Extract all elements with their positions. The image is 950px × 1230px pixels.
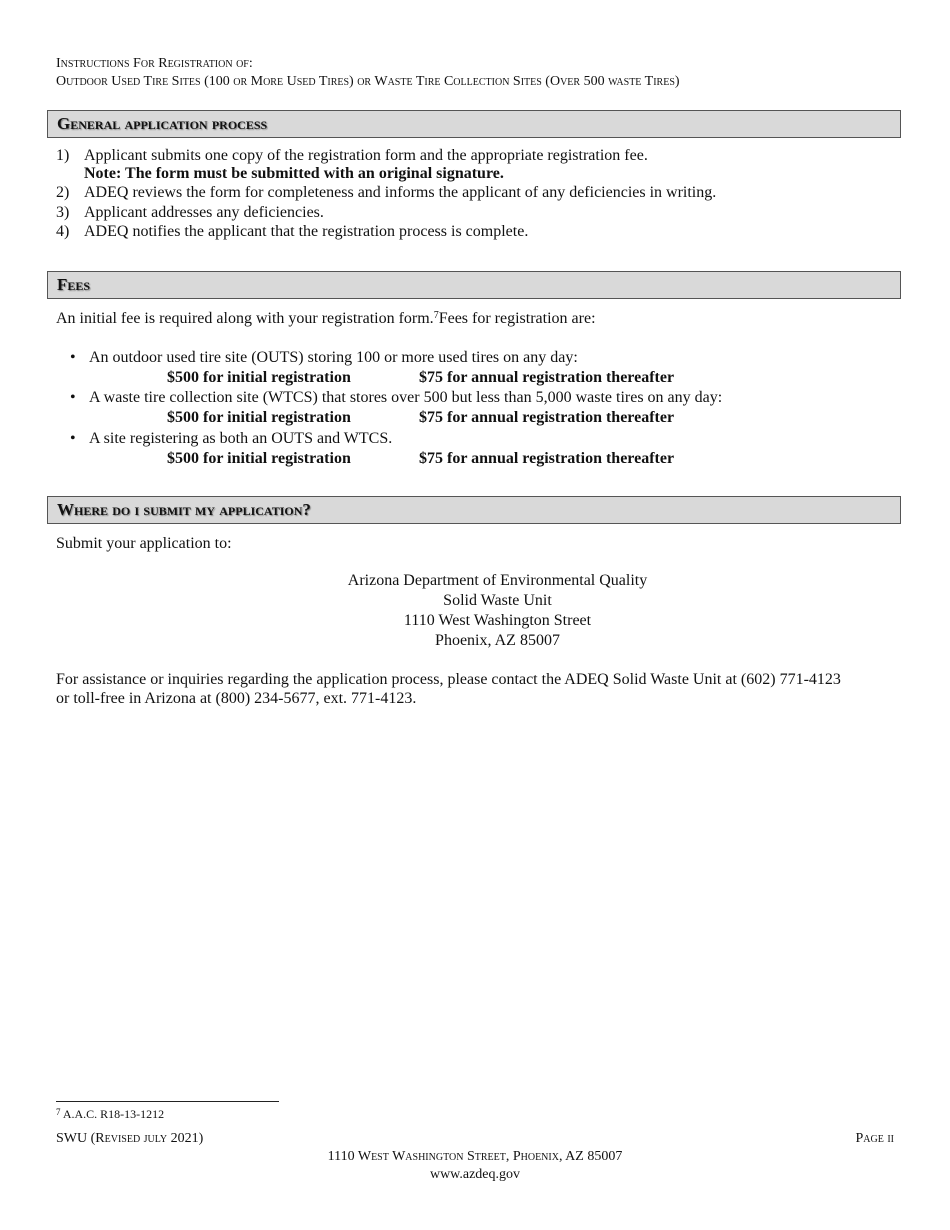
footer-page-number: Page ii bbox=[855, 1131, 894, 1146]
list-number: 2) bbox=[56, 184, 70, 201]
list-item: Applicant addresses any deficiencies. bbox=[84, 204, 324, 221]
bullet-icon: • bbox=[70, 349, 76, 366]
list-number: 4) bbox=[56, 223, 70, 240]
initial-fee: $500 for initial registration bbox=[167, 409, 351, 426]
footer-address: 1110 West Washington Street, Phoenix, AZ 85007 bbox=[327, 1149, 623, 1164]
list-number: 1) bbox=[56, 147, 70, 164]
section-title-submit: Where do i submit my application? bbox=[57, 500, 311, 519]
footnote-divider bbox=[56, 1101, 279, 1102]
list-item: ADEQ notifies the applicant that the registration process is complete. bbox=[84, 223, 529, 240]
assistance-text-cont: or toll-free in Arizona at (800) 234-5677, ext. 771-4123. bbox=[56, 690, 417, 707]
doc-instructions-title: Instructions For Registration of: bbox=[56, 56, 253, 71]
initial-fee: $500 for initial registration bbox=[167, 369, 351, 386]
bullet-icon: • bbox=[70, 430, 76, 447]
section-header-general bbox=[47, 110, 901, 138]
address-line: 1110 West Washington Street bbox=[403, 612, 592, 629]
doc-subtitle: Outdoor Used Tire Sites (100 or More Used Tires) or Waste Tire Collection Sites (Over 500 waste Tires) bbox=[56, 74, 680, 89]
footnote-ref[interactable]: 7 bbox=[433, 310, 439, 321]
fee-item: A waste tire collection site (WTCS) that stores over 500 but less than 5,000 waste tires on any day: bbox=[89, 389, 723, 406]
fees-intro-text: An initial fee is required along with your registration form. bbox=[56, 310, 434, 327]
footer-website-link[interactable]: www.azdeq.gov bbox=[429, 1167, 521, 1182]
annual-fee: $75 for annual registration thereafter bbox=[419, 369, 675, 386]
annual-fee: $75 for annual registration thereafter bbox=[419, 409, 675, 426]
section-header-fees bbox=[47, 271, 901, 299]
address-line: Arizona Department of Environmental Quality bbox=[347, 572, 648, 589]
fee-item: An outdoor used tire site (OUTS) storing 100 or more used tires on any day: bbox=[89, 349, 578, 366]
section-header-submit bbox=[47, 496, 901, 524]
list-item: ADEQ reviews the form for completeness and informs the applicant of any deficiencies in writing. bbox=[84, 184, 717, 201]
address-line: Phoenix, AZ 85007 bbox=[435, 632, 560, 649]
bullet-icon: • bbox=[70, 389, 76, 406]
signature-note: Note: The form must be submitted with an original signature. bbox=[84, 165, 504, 182]
address-line: Solid Waste Unit bbox=[443, 592, 552, 609]
footnote-number: 7 bbox=[56, 1107, 61, 1117]
fee-item: A site registering as both an OUTS and WTCS. bbox=[89, 430, 393, 447]
section-title-general: General application process bbox=[57, 114, 268, 133]
list-item: Applicant submits one copy of the registration form and the appropriate registration fee. bbox=[84, 147, 648, 164]
assistance-text: For assistance or inquiries regarding the application process, please contact the ADEQ Solid Waste Unit at (602) 771-4123 bbox=[56, 671, 841, 688]
footnote bbox=[56, 1107, 164, 1121]
footnote-text: A.A.C. R18-13-1212 bbox=[62, 1107, 165, 1121]
initial-fee: $500 for initial registration bbox=[167, 450, 351, 467]
fees-intro-after: Fees for registration are: bbox=[438, 310, 596, 327]
section-title-fees: Fees bbox=[57, 275, 91, 294]
annual-fee: $75 for annual registration thereafter bbox=[419, 450, 675, 467]
fees-intro bbox=[56, 309, 596, 328]
submit-intro: Submit your application to: bbox=[56, 535, 232, 552]
footer-revision: SWU (Revised july 2021) bbox=[56, 1131, 204, 1146]
list-number: 3) bbox=[56, 204, 70, 221]
